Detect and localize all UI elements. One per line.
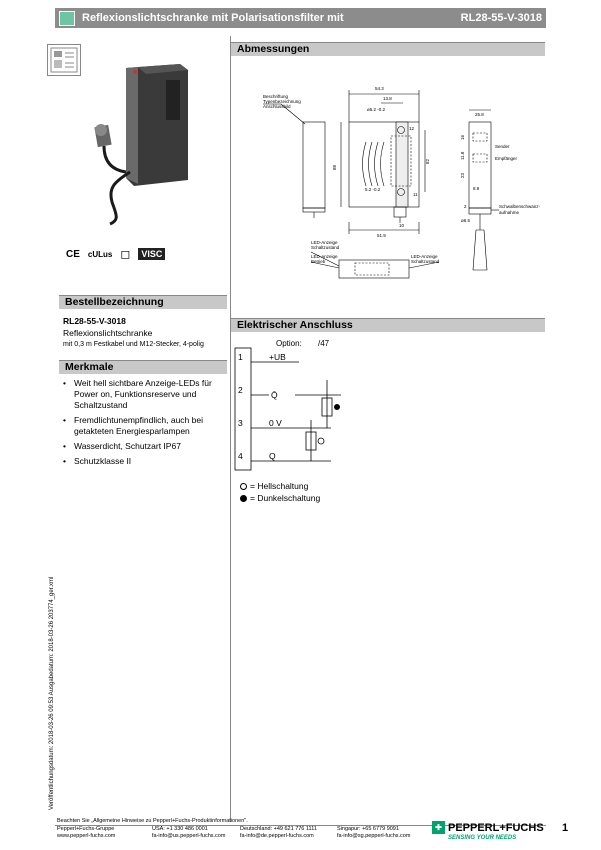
dim-label: Schaltzustand: [311, 245, 340, 250]
wiring-diagram: [231, 346, 371, 476]
footer-contact-de: [240, 826, 317, 840]
pin-number: 3: [238, 418, 243, 428]
footer-text: Pepperl+Fuchs-Gruppe: [57, 826, 115, 832]
legend-dunkel-text: = Dunkelschaltung: [250, 493, 321, 503]
dimension-value: 10: [399, 223, 405, 228]
feature-item: • Fremdlichtunempfindlich, auch bei getakteten Energiesparlampen: [63, 415, 228, 437]
section-abmessungen: Abmessungen: [231, 42, 545, 56]
pin-number: 1: [238, 352, 243, 362]
product-code-header: RL28-55-V-3018: [460, 12, 542, 24]
dim-label: aufnahme: [499, 210, 520, 215]
filled-circle-icon: [240, 495, 247, 502]
pin-label: 0 V: [269, 418, 282, 428]
footer-link[interactable]: fa-info@us.pepperl-fuchs.com: [152, 833, 226, 839]
product-photo: [90, 62, 200, 227]
section-bestellbezeichnung: Bestellbezeichnung: [59, 295, 227, 309]
hell-indicator-icon: [318, 438, 324, 444]
footer-text: Singapur: +65 6779 9091: [337, 826, 399, 832]
feature-item: • Schutzklasse II: [63, 456, 228, 467]
dimension-value: 23: [460, 172, 465, 178]
dimension-value: 88: [332, 164, 337, 170]
brand-tagline: SENSING YOUR NEEDS: [448, 835, 517, 841]
product-details: mit 0,3 m Festkabel und M12-Stecker, 4-polig: [63, 341, 204, 348]
dimension-value: ø6.5: [461, 218, 471, 223]
document-title: Reflexionslichtschranke mit Polarisationsfilter mit: [82, 12, 344, 24]
publication-date-text: Veröffentlichungsdatum: 2018-03-26 09:53 Ausgabedatum: 2018-03-26 203774_ger.xml: [49, 576, 55, 810]
legend-hell-text: = Hellschaltung: [250, 481, 309, 491]
document-header: [55, 8, 546, 28]
header-logo-icon: [59, 11, 75, 26]
dimension-value: 54.3: [375, 86, 384, 91]
brand-logo: [432, 821, 544, 834]
dim-label: LED-Anzeige: [311, 240, 338, 245]
ce-mark-icon: CE: [66, 248, 80, 260]
dunkel-indicator-icon: [334, 404, 340, 410]
section-elektrischer-anschluss: Elektrischer Anschluss: [231, 318, 545, 332]
pf-logo-icon: ✚: [432, 821, 445, 834]
dimension-value: 82: [425, 158, 430, 164]
dimension-drawing: [231, 60, 545, 305]
dimension-value: 12: [409, 126, 415, 131]
dimension-value: 11: [413, 192, 418, 197]
protection-class-icon: ◻: [120, 247, 131, 261]
dimension-value: 51.9: [377, 233, 386, 238]
dim-label: Typenbezeichnung: [263, 99, 301, 104]
order-code: RL28-55-V-3018: [63, 316, 126, 326]
feature-list: [63, 378, 228, 471]
footer-link[interactable]: fa-info@de.pepperl-fuchs.com: [240, 833, 314, 839]
document-type-icon: [47, 44, 81, 76]
pin-number: 4: [238, 451, 243, 461]
feature-item: • Weit hell sichtbare Anzeige-LEDs für Power on, Funktionsreserve und Schaltzustand: [63, 378, 228, 411]
footer-contact-usa: [152, 826, 225, 840]
dimension-value: 11.8: [460, 151, 465, 160]
option-code: /47: [318, 339, 330, 348]
dim-label: Betrieb: [311, 259, 326, 264]
publication-info: [46, 570, 56, 810]
section-merkmale: Merkmale: [59, 360, 227, 374]
footer-contact-sg: [337, 826, 410, 840]
dimension-value: 5.2 -0.2: [365, 187, 381, 192]
page-number: 1: [562, 822, 569, 834]
footer-note: Beachten Sie „Allgemeine Hinweise zu Pepperl+Fuchs-Produktinformationen".: [57, 818, 248, 824]
option-label: Option:: [276, 339, 302, 348]
certification-row: [66, 246, 226, 262]
dimension-value: 8.9: [473, 186, 480, 191]
product-description: Reflexionslichtschranke: [63, 328, 153, 338]
dimension-value: 2: [464, 204, 467, 209]
dim-label: LED-Anzeige: [311, 254, 338, 259]
brand-name: PEPPERL+FUCHS: [448, 821, 544, 834]
pin-label: +UB: [269, 352, 286, 362]
dimension-value: ø5.2 -0.2: [367, 107, 386, 112]
dimension-value: 16: [460, 134, 465, 140]
dim-label: Schwalbenschwanz-: [499, 204, 541, 209]
dim-label: LED-Anzeige: [411, 254, 438, 259]
footer-link[interactable]: www.pepperl-fuchs.com: [57, 833, 116, 839]
legend-dunkel: [240, 493, 320, 503]
footer-text: USA: +1 330 486 0001: [152, 826, 208, 832]
footer-link[interactable]: fa-info@sg.pepperl-fuchs.com: [337, 833, 411, 839]
dim-label: Anschlussbild: [263, 104, 291, 109]
feature-item: • Wasserdicht, Schutzart IP67: [63, 441, 228, 452]
dimension-value: 13.8: [383, 96, 392, 101]
pin-label: Q: [269, 451, 276, 461]
hollow-circle-icon: [240, 483, 247, 490]
dim-label: Sender: [495, 144, 510, 149]
footer-contact-group: [57, 826, 115, 840]
pin-number: 2: [238, 385, 243, 395]
dim-label: Beschriftung: [263, 94, 289, 99]
culus-mark-icon: cULus: [87, 249, 113, 259]
dim-label: Schaltzustand: [411, 259, 440, 264]
pin-label: Q̄: [271, 390, 278, 400]
legend-hell: [240, 481, 308, 491]
dimension-value: 25.8: [475, 112, 484, 117]
dim-label: Empfänger: [495, 156, 518, 161]
footer-text: Deutschland: +49 621 776 1111: [240, 826, 317, 832]
visc-logo-icon: VISC: [138, 248, 165, 260]
